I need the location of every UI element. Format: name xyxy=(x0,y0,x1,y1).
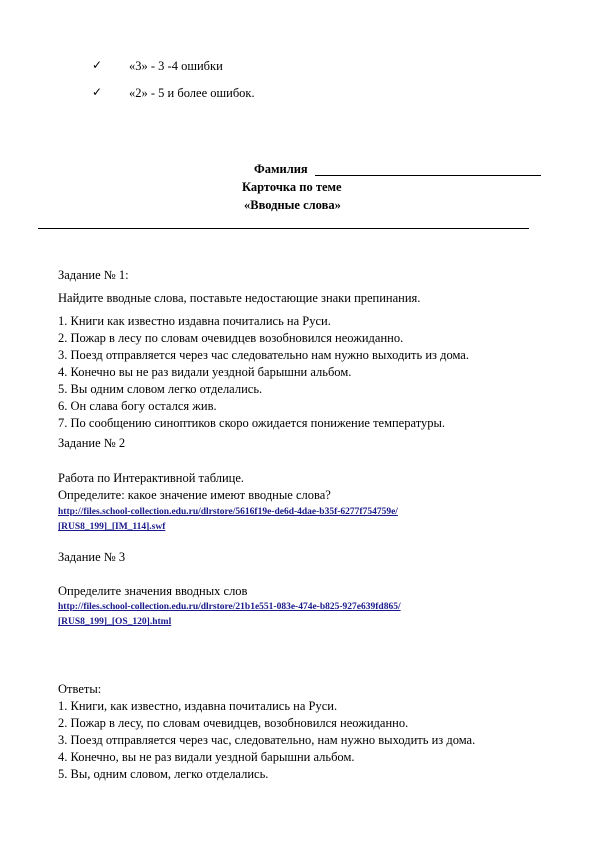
answer-item: 1. Книги, как известно, издавна почитались на Руси. xyxy=(58,699,338,713)
task3-link-continued[interactable]: [RUS8_199]_[OS_120].html xyxy=(58,617,172,627)
surname-label: Фамилия xyxy=(254,162,308,176)
check-icon: ✓ xyxy=(92,85,103,99)
grading-item: «3» - 3 -4 ошибки xyxy=(129,59,223,73)
surname-line xyxy=(315,175,541,176)
task3-text: Определите значения вводных слов xyxy=(58,584,248,598)
header-divider xyxy=(38,228,529,229)
task1-instruction: Найдите вводные слова, поставьте недостающие знаки препинания. xyxy=(58,291,421,305)
task1-item: 5. Вы одним словом легко отделались. xyxy=(58,382,263,396)
task1-item: 4. Конечно вы не раз видали уездной барышни альбом. xyxy=(58,365,352,379)
answer-item: 2. Пожар в лесу, по словам очевидцев, возобновился неожиданно. xyxy=(58,716,409,730)
grading-item: «2» - 5 и более ошибок. xyxy=(129,86,255,100)
task1-title: Задание № 1: xyxy=(58,268,129,282)
task1-item: 7. По сообщению синоптиков скоро ожидается понижение температуры. xyxy=(58,416,446,430)
answer-item: 4. Конечно, вы не раз видали уездной барышни альбом. xyxy=(58,750,355,764)
answer-item: 3. Поезд отправляется через час, следовательно, нам нужно выходить из дома. xyxy=(58,733,476,747)
task1-item: 1. Книги как известно издавна почитались на Руси. xyxy=(58,314,331,328)
task1-item: 2. Пожар в лесу по словам очевидцев возобновился неожиданно. xyxy=(58,331,404,345)
check-icon: ✓ xyxy=(92,58,103,72)
topic-title: «Вводные слова» xyxy=(244,198,341,212)
task2-question: Определите: какое значение имеют вводные слова? xyxy=(58,488,331,502)
answer-item: 5. Вы, одним словом, легко отделались. xyxy=(58,767,269,781)
task3-link[interactable]: http://files.school-collection.edu.ru/dlrstore/21b1e551-083e-474e-b825-927e639fd865/ xyxy=(58,602,401,612)
answers-title: Ответы: xyxy=(58,682,102,696)
task2-link[interactable]: http://files.school-collection.edu.ru/dlrstore/5616f19e-de6d-4dae-b35f-6277f754759e/ xyxy=(58,507,398,517)
task2-link-continued[interactable]: [RUS8_199]_[IM_114].swf xyxy=(58,522,166,532)
task2-title: Задание № 2 xyxy=(58,436,126,450)
card-title: Карточка по теме xyxy=(242,180,342,194)
task3-title: Задание № 3 xyxy=(58,550,126,564)
task1-item: 3. Поезд отправляется через час следовательно нам нужно выходить из дома. xyxy=(58,348,469,362)
task2-text: Работа по Интерактивной таблице. xyxy=(58,471,245,485)
task1-item: 6. Он слава богу остался жив. xyxy=(58,399,217,413)
